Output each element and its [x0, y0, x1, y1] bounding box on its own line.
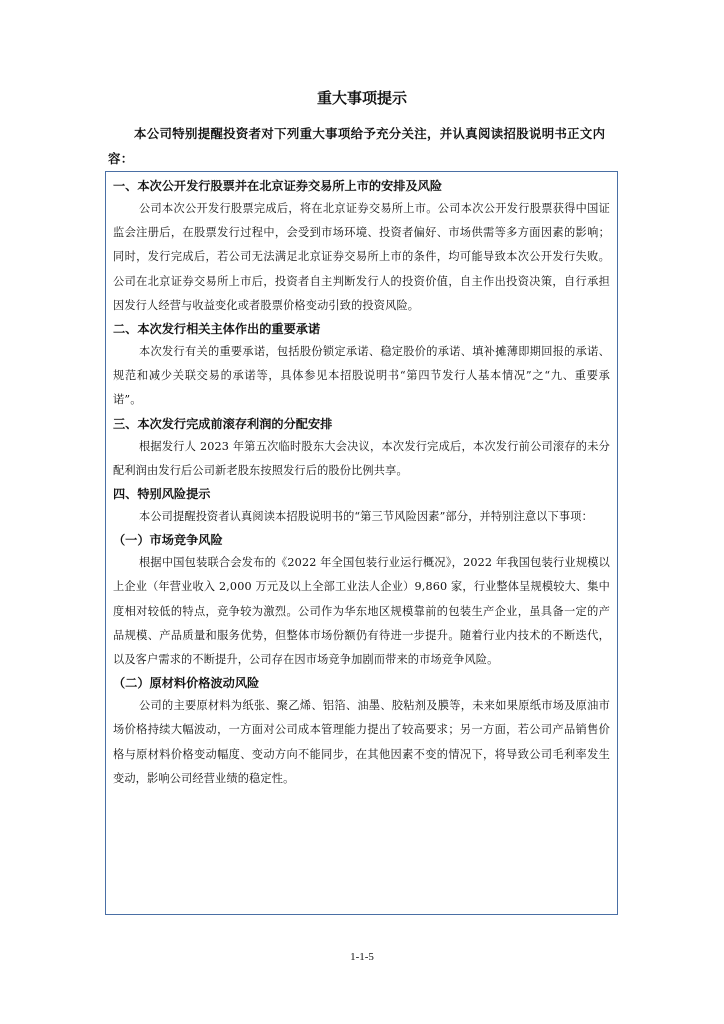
subsection-body-market-competition: 根据中国包装联合会发布的《2022 年全国包装行业运行概况》，2022 年我国包装行业规模以上企业（年营业收入 2,000 万元及以上全部工业法人企业）9,860 家，行业整体呈规模较大、集中度相对较低的特点，竞争较为激烈。公司作为华东地区规模靠前的包装生产企业，虽具备一定的产品规模、产品质量和服务优势，但整体市场份额仍有待进一步提升。随着行业内技术的不断迭代，以及客户需求的不断提升，公司存在因市场竞争加剧而带来的市场竞争风险。: [113, 556, 610, 667]
page-number: 1-1-5: [350, 951, 374, 963]
section-body-risk-notice: 本公司提醒投资者认真阅读本招股说明书的“第三节风险因素”部分，并特别注意以下事项：: [139, 510, 593, 524]
subsection-heading-raw-material: （二）原材料价格波动风险: [113, 676, 260, 691]
section-heading-profit-distribution: 三、本次发行完成前滚存利润的分配安排: [113, 416, 333, 431]
section-body-commitments: 本次发行有关的重要承诺，包括股份锁定承诺、稳定股价的承诺、填补摊薄即期回报的承诺、规范和减少关联交易的承诺等，具体参见本招股说明书“第四节发行人基本情况”之“九、重要承诺”。: [113, 345, 610, 407]
section-heading-risk-notice: 四、特别风险提示: [113, 487, 211, 502]
section-heading-listing: 一、本次公开发行股票并在北京证券交易所上市的安排及风险: [113, 179, 443, 193]
page-title: 重大事项提示: [316, 89, 407, 107]
notice-box: [105, 171, 618, 915]
intro-paragraph: 本公司特别提醒投资者对下列重大事项给予充分关注，并认真阅读招股说明书正文内容：: [108, 126, 606, 166]
subsection-body-raw-material: 公司的主要原材料为纸张、聚乙烯、铝箔、油墨、胶粘剂及膜等，未来如果原纸市场及原油市场价格持续大幅波动，一方面对公司成本管理能力提出了较高要求；另一方面，若公司产品销售价格与原材料价格变动幅度、变动方向不能同步，在其他因素不变的情况下，将导致公司毛利率发生变动，影响公司经营业绩的稳定性。: [113, 699, 610, 785]
section-body-listing: 公司本次公开发行股票完成后，将在北京证券交易所上市。公司本次公开发行股票获得中国证监会注册后，在股票发行过程中，会受到市场环境、投资者偏好、市场供需等多方面因素的影响；同时，发行完成后，若公司无法满足北京证券交易所上市的条件，均可能导致本次公开发行失败。公司在北京证券交易所上市后，投资者自主判断发行人的投资价值，自主作出投资决策，自行承担因发行人经营与收益变化或者股票价格变动引致的投资风险。: [113, 202, 610, 312]
subsection-heading-market-competition: （一）市场竞争风险: [113, 533, 223, 548]
section-heading-commitments: 二、本次发行相关主体作出的重要承诺: [113, 322, 321, 337]
section-body-profit-distribution: 根据发行人 2023 年第五次临时股东大会决议，本次发行完成后，本次发行前公司滚存的未分配利润由发行后公司新老股东按照发行后的股份比例共享。: [113, 439, 610, 477]
